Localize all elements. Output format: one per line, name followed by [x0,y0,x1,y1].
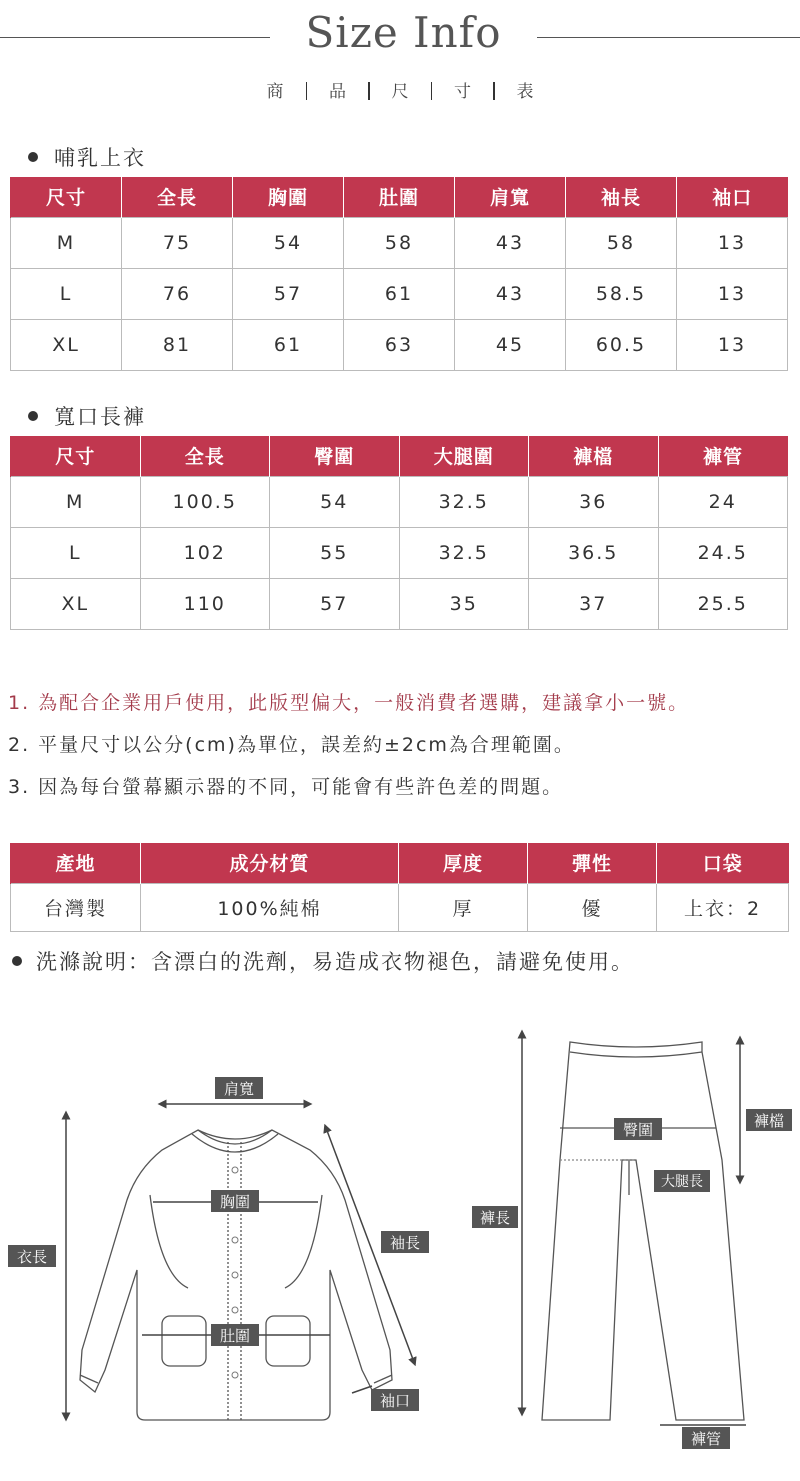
table-header-row [11,843,789,883]
table-header-cell: 胸圍 [233,177,344,217]
table-row [11,883,789,931]
svg-text:衣長: 衣長 [16,1248,48,1266]
table-header-cell: 產地 [11,843,141,883]
table-cell: 63 [344,319,455,370]
note-line: 3. 因為每台螢幕顯示器的不同，可能會有些許色差的問題。 [8,776,564,798]
section-label-text: 哺乳上衣 [54,146,146,170]
subtitle-divider [368,82,370,100]
table-cell: 102 [140,527,270,578]
table-cell: 43 [455,217,566,268]
material-table [10,843,789,932]
pants-size-table [10,436,788,630]
svg-text:肩寬: 肩寬 [223,1080,255,1098]
table-header-cell: 袖口 [677,177,788,217]
table-cell: 54 [233,217,344,268]
page-subtitle [0,77,800,102]
label-sleeve-length [381,1231,429,1253]
subtitle-divider [431,82,433,100]
top-size-table [10,177,788,371]
table-header-row [11,177,788,217]
table-header-cell: 褲管 [658,436,788,476]
section-label-text: 寬口長褲 [54,405,146,429]
table-cell: 台灣製 [11,883,141,931]
table-header-cell: 全長 [122,177,233,217]
table-row [11,268,788,319]
table-cell: 13 [677,268,788,319]
table-header-cell: 全長 [140,436,270,476]
svg-text:褲長: 褲長 [479,1209,511,1227]
table-header-cell: 大腿圍 [399,436,529,476]
table-header-cell: 口袋 [657,843,789,883]
wash-note [12,946,634,976]
table-cell: 58 [566,217,677,268]
bullet-icon [28,152,38,162]
section-label-top [28,142,146,172]
table-cell: XL [11,319,122,370]
table-header-cell: 肚圍 [344,177,455,217]
table-cell: 61 [233,319,344,370]
table-cell: 37 [529,578,659,629]
table-header-cell: 厚度 [399,843,528,883]
section-label-pants [28,401,146,431]
page-title: Size Info [305,8,502,57]
table-cell: 24 [658,476,788,527]
table-cell: 上衣：2 [657,883,789,931]
svg-text:大腿長: 大腿長 [661,1174,703,1190]
table-cell: 61 [344,268,455,319]
subtitle-divider [493,82,495,100]
table-cell: 35 [399,578,529,629]
header-rule-left [0,37,270,38]
table-header-cell: 袖長 [566,177,677,217]
wash-note-text: 洗滌說明：含漂白的洗劑，易造成衣物褪色，請避免使用。 [36,950,634,974]
table-cell: 110 [140,578,270,629]
table-header-cell: 成分材質 [141,843,399,883]
table-cell: 13 [677,319,788,370]
svg-text:褲管: 褲管 [690,1430,722,1448]
table-row [11,319,788,370]
label-hip [614,1118,662,1140]
table-row [11,578,788,629]
notes-block [8,685,798,811]
label-cuff [371,1389,419,1411]
measurement-diagram [0,1020,800,1481]
table-cell: 優 [528,883,657,931]
table-row [11,217,788,268]
subtitle-char: 表 [516,82,534,102]
cuff-line [352,1386,372,1393]
svg-text:肚圍: 肚圍 [219,1327,251,1345]
svg-text:臀圍: 臀圍 [622,1121,654,1139]
table-header-cell: 褲檔 [529,436,659,476]
subtitle-char: 寸 [454,82,471,102]
table-cell: 45 [455,319,566,370]
table-cell: 厚 [399,883,528,931]
subtitle-char: 尺 [391,82,409,102]
svg-text:褲檔: 褲檔 [753,1112,785,1130]
table-cell: 55 [270,527,400,578]
label-rise [746,1109,792,1131]
table-cell: 100.5 [140,476,270,527]
note-line: 2. 平量尺寸以公分(cm)為單位，誤差約±2cm為合理範圍。 [8,734,575,756]
table-cell: 60.5 [566,319,677,370]
note-line: 1. 為配合企業用戶使用，此版型偏大，一般消費者選購，建議拿小一號。 [8,692,690,714]
subtitle-char: 商 [266,82,284,102]
table-header-cell: 臀圍 [270,436,400,476]
table-header-cell: 彈性 [528,843,657,883]
table-header-row [11,436,788,476]
table-cell: 32.5 [399,476,529,527]
table-cell: 13 [677,217,788,268]
table-cell: 58 [344,217,455,268]
table-cell: 24.5 [658,527,788,578]
table-cell: 100%純棉 [141,883,399,931]
table-cell: 43 [455,268,566,319]
label-shoulder [215,1077,263,1099]
table-cell: 54 [270,476,400,527]
table-cell: M [11,217,122,268]
header-rule-right [537,37,800,38]
table-header-cell: 肩寬 [455,177,566,217]
table-cell: M [11,476,141,527]
table-cell: 81 [122,319,233,370]
table-cell: 36.5 [529,527,659,578]
table-cell: XL [11,578,141,629]
pants-illustration [542,1042,744,1420]
label-chest [211,1190,259,1212]
table-cell: 32.5 [399,527,529,578]
bullet-icon [28,411,38,421]
shirt-illustration [80,1130,392,1420]
label-thigh [654,1170,710,1192]
table-cell: 76 [122,268,233,319]
label-waist [211,1324,259,1346]
table-cell: L [11,527,141,578]
table-cell: 25.5 [658,578,788,629]
table-cell: 75 [122,217,233,268]
svg-text:袖口: 袖口 [379,1392,411,1410]
subtitle-divider [306,82,308,100]
subtitle-char: 品 [329,82,346,102]
page-header [0,0,800,110]
svg-text:胸圍: 胸圍 [219,1193,251,1211]
table-cell: 57 [270,578,400,629]
bullet-icon [12,956,22,966]
svg-text:袖長: 袖長 [389,1234,421,1252]
table-header-cell: 尺寸 [11,177,122,217]
label-hem [682,1427,730,1449]
table-cell: 36 [529,476,659,527]
table-cell: L [11,268,122,319]
label-pants-length [472,1206,518,1228]
table-row [11,527,788,578]
table-cell: 57 [233,268,344,319]
table-row [11,476,788,527]
table-cell: 58.5 [566,268,677,319]
table-header-cell: 尺寸 [11,436,141,476]
label-length [8,1245,56,1267]
